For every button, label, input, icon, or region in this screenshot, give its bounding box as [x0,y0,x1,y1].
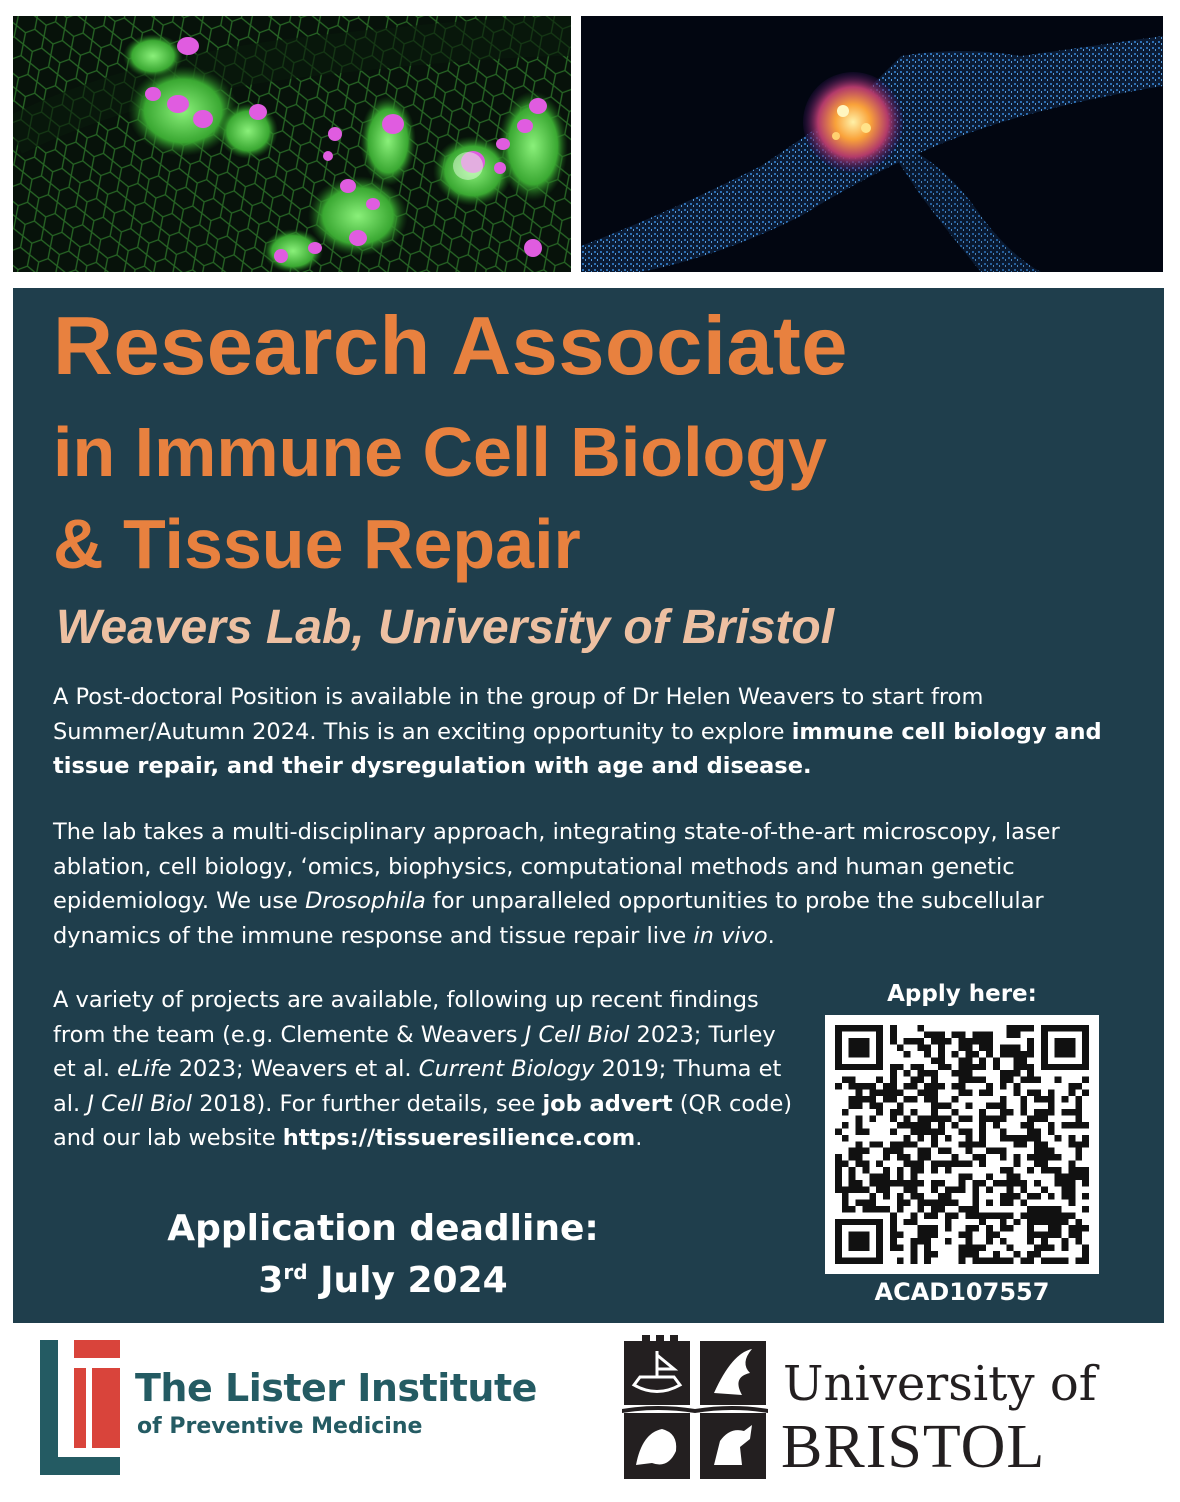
deadline-day: 3 [258,1260,284,1301]
microscopy-image-cells [13,16,571,272]
approach-italic-invivo: in vivo [693,922,768,949]
title-line-1: Research Associate [53,299,848,392]
job-advert-panel [13,288,1164,1323]
lab-subtitle: Weavers Lab, University of Bristol [56,601,835,654]
deadline-date [113,1255,653,1307]
intro-paragraph [53,680,1143,784]
university-name-line1: University of [783,1356,1097,1412]
university-name-line2: BRISTOL [781,1413,1046,1481]
journal-3: Current Biology [418,1056,595,1082]
intro-text: A Post-doctoral Position is available in the group of Dr Helen Weavers to start from Summer/Autumn 2024. This is an exciting opportunity to explore [53,684,984,745]
deadline-label: Application deadline: [167,1208,599,1249]
title-line-3: & Tissue Repair [53,505,581,583]
journal-1: J Cell Biol [524,1021,630,1048]
job-advert-link[interactable]: job advert [542,1090,673,1117]
lab-website-link[interactable]: https://tissueresilience.com [282,1125,636,1151]
projects-text-a: A variety of projects are available, following up recent findings from the team (e.g. Clemente & Weavers [53,987,759,1048]
lister-institute-name: The Lister Institute [135,1366,537,1410]
lister-institute-subtitle: of Preventive Medicine [137,1414,423,1439]
apply-here-label: Apply here: [887,981,1037,1007]
deadline-rest: July 2024 [307,1260,508,1301]
approach-text-a: The lab takes a multi-disciplinary approach, integrating state-of-the-art microscopy, laser ablation, cell biology, ‘omics, biophysics, computational methods and human genetic epidemiology. We use [53,819,1060,914]
approach-italic-drosophila: Drosophila [305,888,426,914]
microscopy-image-wound [581,16,1163,272]
projects-text-g: . [635,1125,643,1151]
deadline-suffix: rd [283,1260,308,1284]
approach-text-c: . [767,922,775,949]
journal-2: eLife [117,1056,172,1082]
job-reference-code: ACAD107557 [874,1278,1050,1306]
projects-text-c: 2023; Weavers et al. [171,1056,419,1082]
projects-text-e: 2018). For further details, see [192,1090,543,1117]
projects-text-f: (QR code) and our lab website [53,1090,793,1151]
qr-code[interactable] [825,1015,1099,1274]
university-crest-icon [622,1333,768,1481]
projects-paragraph [53,983,793,1156]
application-deadline [113,1203,653,1307]
lister-institute-logo-icon [40,1340,120,1475]
intro-highlight: immune cell biology and tissue repair, and their dysregulation with age and disease. [53,718,1102,779]
approach-text-b: for unparalleled opportunities to probe the subcellular dynamics of the immune response and tissue repair live [53,888,1044,949]
journal-4: J Cell Biol [87,1090,193,1117]
title-line-2: in Immune Cell Biology [53,413,827,491]
projects-text-d: 2019; Thuma et al. [53,1056,782,1117]
approach-paragraph [53,815,1143,953]
projects-text-b: 2023; Turley et al. [53,1021,776,1082]
qr-code-icon [835,1025,1089,1264]
